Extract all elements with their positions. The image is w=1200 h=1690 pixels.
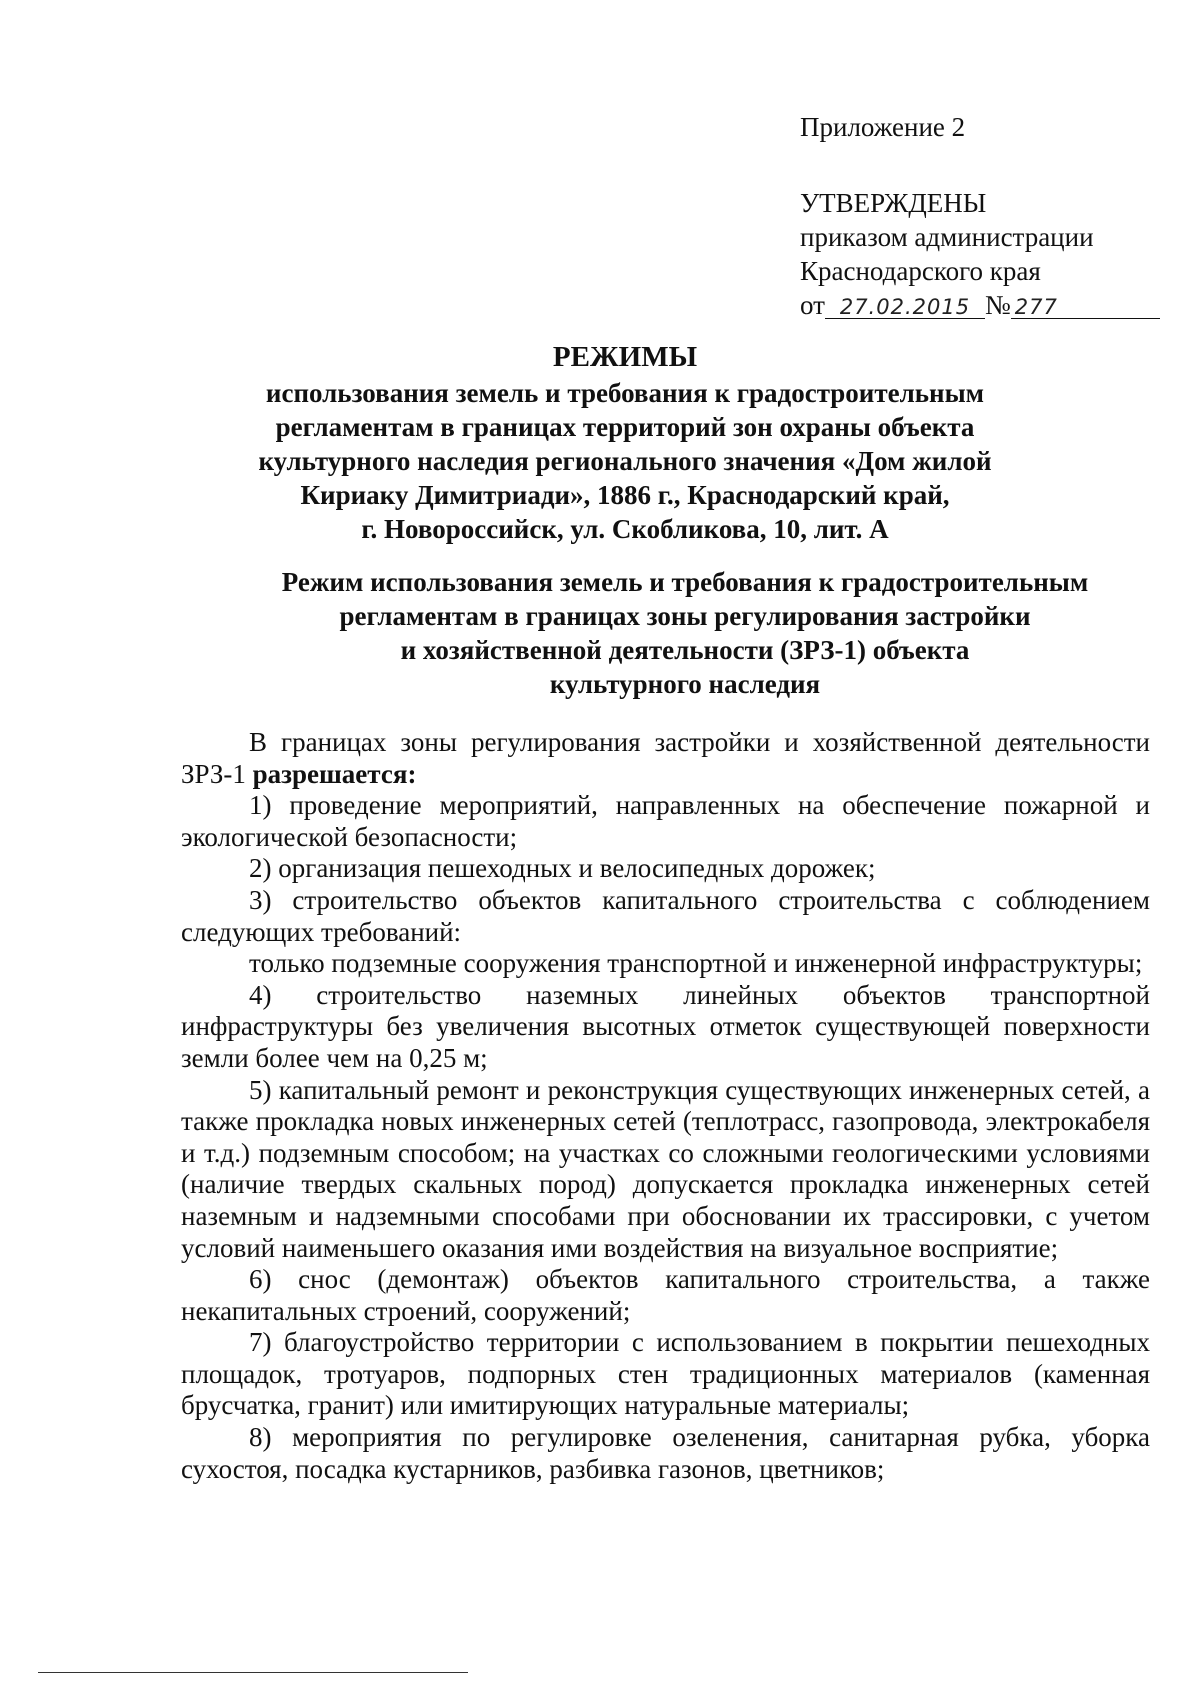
approval-line-1: приказом администрации: [800, 222, 1094, 252]
list-item: только подземные сооружения транспортной и инженерной инфраструктуры;: [249, 948, 1143, 979]
date-prefix: от: [800, 290, 825, 320]
intro-paragraph: [181, 727, 1150, 790]
list-item: 2) организация пешеходных и велосипедных дорожек;: [249, 853, 876, 884]
title-line: Кириаку Димитриади», 1886 г., Краснодарский край,: [300, 480, 950, 510]
section-heading-line: Режим использования земель и требования к градостроительным: [281, 567, 1089, 597]
intro-bold: разрешается:: [252, 758, 417, 789]
list-item: 5) капитальный ремонт и реконструкция существующих инженерных сетей, а также прокладка новых инженерных сетей (теплотрасс, газопровода, электрокабеля и т.д.) подземным способом; на участках со сложными геологическими условиями (наличие твердых скальных пород) допускается прокладка инженерных сетей наземным и надземными способами при обосновании их трассировки, с учетом условий наименьшего оказания ими воздействия на визуальное восприятие;: [181, 1074, 1150, 1263]
handwritten-date: 27.02.2015: [825, 296, 985, 319]
list-item: 1) проведение мероприятий, направленных на обеспечение пожарной и экологической безопасности;: [181, 790, 1150, 852]
intro-text: В границах зоны регулирования застройки и хозяйственной деятельности ЗРЗ-1: [181, 727, 1150, 789]
footer-divider: [38, 1672, 468, 1673]
section-heading-line: культурного наследия: [549, 669, 821, 699]
handwritten-number: 277: [1011, 296, 1160, 319]
section-heading-line: и хозяйственной деятельности (ЗРЗ-1) объекта: [400, 635, 970, 665]
approval-line-2: Краснодарского края: [800, 256, 1041, 286]
approved-heading: УТВЕРЖДЕНЫ: [800, 188, 987, 218]
title-line: г. Новороссийск, ул. Скобликова, 10, лит. А: [361, 514, 889, 544]
list-item: 3) строительство объектов капитального строительства с соблюдением следующих требований:: [181, 884, 1150, 947]
title-line: культурного наследия регионального значения «Дом жилой: [258, 446, 992, 476]
list-item: 6) снос (демонтаж) объектов капитального строительства, а также некапитальных строений, сооружений;: [181, 1264, 1150, 1326]
body-text: [181, 727, 1150, 1485]
list-item: 8) мероприятия по регулировке озеленения, санитарная рубка, уборка сухостоя, посадка кустарников, разбивка газонов, цветников;: [181, 1422, 1150, 1484]
title-line: использования земель и требования к градостроительным: [265, 378, 985, 408]
list-item: 4) строительство наземных линейных объектов транспортной инфраструктуры без увеличения высотных отметок существующей поверхности земли более чем на 0,25 м;: [181, 979, 1150, 1073]
title-line: регламентам в границах территорий зон охраны объекта: [275, 412, 975, 442]
appendix-label: Приложение 2: [800, 112, 966, 142]
main-title: РЕЖИМЫ: [552, 341, 698, 373]
number-prefix: №: [984, 290, 1011, 320]
list-item: 7) благоустройство территории с использованием в покрытии пешеходных площадок, тротуаров, подпорных стен традиционных материалов (каменная брусчатка, гранит) или имитирующих натуральные материалы;: [181, 1327, 1150, 1421]
section-heading: [240, 565, 1130, 701]
section-heading-line: регламентам в границах зоны регулирования застройки: [339, 601, 1031, 631]
approval-date-line: [800, 288, 1170, 322]
approval-block: [800, 110, 1170, 322]
document-title: [200, 340, 1050, 546]
